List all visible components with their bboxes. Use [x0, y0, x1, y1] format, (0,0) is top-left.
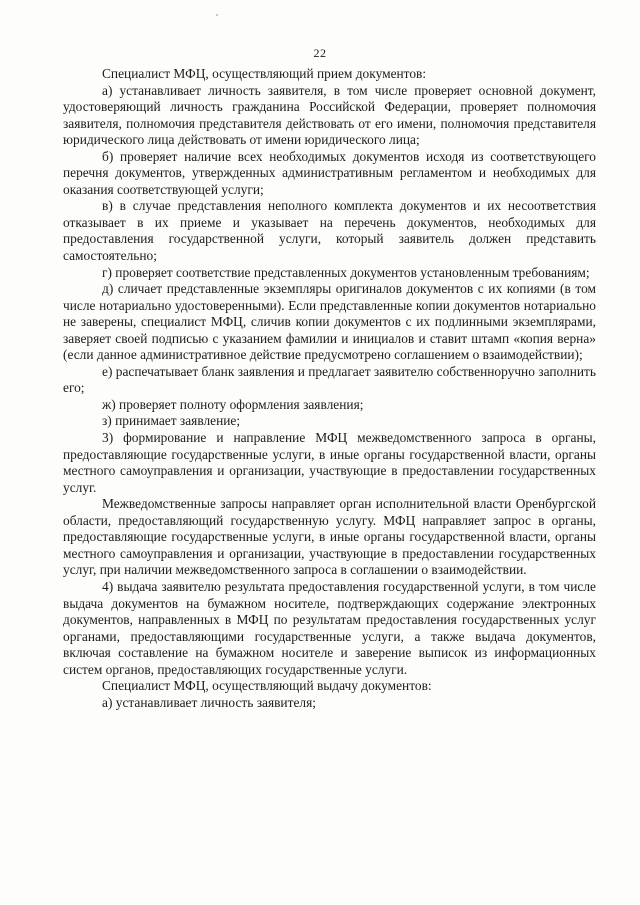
paragraph: 3) формирование и направление МФЦ межведомственного запроса в органы, предоставляющие государственные услуги, в иные органы государственной власти, органы местного самоуправления и организации, участвующие в предоставлении государственных услуг. — [63, 430, 596, 495]
paragraph: а) устанавливает личность заявителя; — [102, 694, 316, 710]
paragraph: б) проверяет наличие всех необходимых документов исходя из соответствующего перечня документов, утвержденных административным регламентом и необходимых для оказания соответствующей услуги; — [63, 148, 596, 197]
paragraph: Специалист МФЦ, осуществляющий прием документов: — [102, 66, 427, 81]
paragraph: а) устанавливает личность заявителя, в том числе проверяет основной документ, удостоверяющий личность гражданина Российской Федерации, проверяет полномочия заявителя, полномочия представителя действовать от его имени, полномочия представителя юридического лица действовать от имени юридического лица; — [63, 82, 596, 148]
paragraph: ж) проверяет полноту оформления заявления; — [102, 396, 364, 412]
paragraph: Специалист МФЦ, осуществляющий выдачу документов: — [102, 678, 432, 694]
paragraph: д) сличает представленные экземпляры оригиналов документов с их копиями (в том числе нотариально удостоверенными). Если представленные копии документов нотариально не заверены, специалист МФЦ, сличив копии документов с их подлинными экземплярами, заверяет своей подписью с указанием фамилии и инициалов и ставит штамп «копия верна» (если данное административное действие предусмотрено соглашением о взаимодействии); — [63, 281, 596, 363]
page-number: 22 — [313, 46, 327, 60]
paragraph: 4) выдача заявителю результата предоставления государственной услуги, в том числе выдача документов на бумажном носителе, подтверждающих содержание электронных документов, направленных в МФЦ по результатам предоставления государственных услуг органами, предоставляющими государственные услуги, а также выдача документов, включая составление на бумажном носителе и заверение выписок из информационных систем органов, предоставляющих государственные услуги. — [63, 578, 596, 677]
paragraph: Межведомственные запросы направляет орган исполнительной власти Оренбургской области, предоставляющий государственную услугу. МФЦ направляет запрос в органы, предоставляющие государственные услуги, в иные органы государственной власти, органы местного самоуправления и организации, участвующие в предоставлении государственных услуг, при наличии межведомственного запроса в соглашении о взаимодействии. — [63, 496, 596, 578]
paragraph: е) распечатывает бланк заявления и предлагает заявителю собственноручно заполнить его; — [63, 363, 596, 396]
paragraph: г) проверяет соответствие представленных документов установленным требованиям; — [102, 264, 590, 280]
body-text — [63, 66, 596, 711]
paragraph: в) в случае представления неполного комплекта документов и их несоответствия отказывает в их приеме и указывает на перечень документов, необходимых для предоставления государственной услуги, который заявитель должен представить самостоятельно; — [63, 198, 596, 264]
paragraph: з) принимает заявление; — [102, 413, 241, 429]
scan-speck — [216, 14, 218, 16]
